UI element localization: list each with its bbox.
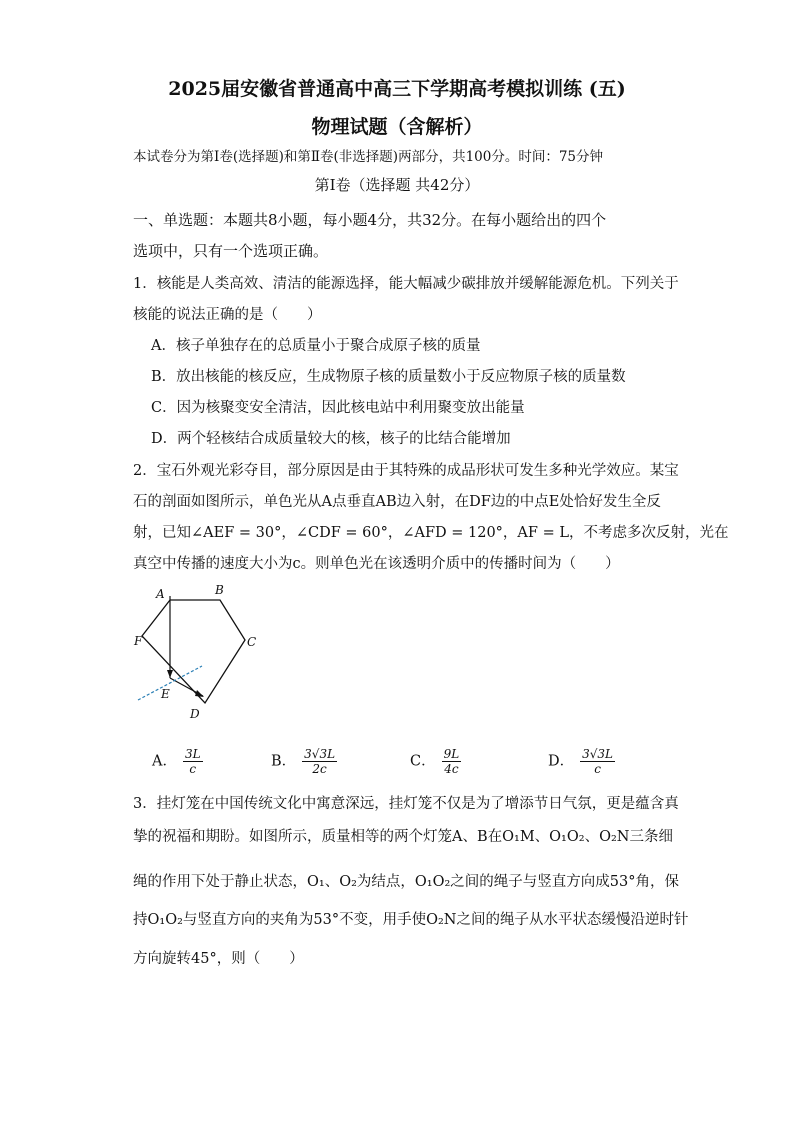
q2-option-c: C． $\frac{9L}{4c}$ (410, 747, 460, 776)
exam-title: 2025届安徽省普通高中高三下学期高考模拟训练 (五) (168, 78, 626, 100)
label-b: B (215, 583, 224, 597)
label-c: C (247, 635, 257, 649)
q3-stem-line5: 方向旋转45°，则（ ） (133, 951, 304, 967)
q2-stem-line4: 真空中传播的速度大小为c。则单色光在该透明介质中的传播时间为（ ） (133, 556, 620, 572)
q1-option-b: B．放出核能的核反应，生成物原子核的质量数小于反应物原子核的质量数 (151, 369, 626, 385)
label-f: F (134, 634, 143, 648)
q3-stem-line2: 挚的祝福和期盼。如图所示，质量相等的两个灯笼A、B在O₁M、O₁O₂、O₂N三条细 (133, 829, 673, 845)
q2-option-a: A． $\frac{3L}{c}$ (152, 747, 201, 776)
label-e: E (161, 687, 170, 701)
q1-option-d: D．两个轻核结合成质量较大的核，核子的比结合能增加 (151, 431, 511, 447)
part1-line2: 选项中，只有一个选项正确。 (133, 242, 329, 260)
q2-stem-line2: 石的剖面如图所示，单色光从A点垂直AB边入射，在DF边的中点E处恰好发生全反 (133, 494, 661, 510)
q3-stem-line4: 持O₁O₂与竖直方向的夹角为53°不变，用手使O₂N之间的绳子从水平状态缓慢沿逆时针 (133, 912, 689, 928)
label-d: D (190, 707, 200, 721)
q1-stem-line2: 核能的说法正确的是（ ） (133, 307, 322, 323)
exam-subtitle: 物理试题（含解析） (311, 116, 483, 138)
exam-intro: 本试卷分为第Ⅰ卷(选择题)和第Ⅱ卷(非选择题)两部分，共100分。时间：75分钟 (133, 149, 604, 165)
q1-stem-line1: 1．核能是人类高效、清洁的能源选择，能大幅减少碳排放并缓解能源危机。下列关于 (133, 276, 679, 292)
gem-cross-section-figure (130, 578, 290, 743)
q1-option-a: A．核子单独存在的总质量小于聚合成原子核的质量 (151, 338, 481, 354)
q2-option-d: D． $\frac{3√3L}{c}$ (548, 747, 614, 776)
q2-stem-line1: 2．宝石外观光彩夺目，部分原因是由于其特殊的成品形状可发生多种光学效应。某宝 (133, 463, 679, 479)
section-title: 第Ⅰ卷（选择题 共42分） (314, 176, 480, 194)
gem-outline (142, 600, 245, 703)
q3-stem-line3: 绳的作用下处于静止状态，O₁、O₂为结点，O₁O₂之间的绳子与竖直方向成53°角，保 (133, 874, 679, 890)
q2-option-b: B． $\frac{3√3L}{2c}$ (271, 747, 336, 776)
q3-stem-line1: 3．挂灯笼在中国传统文化中寓意深远，挂灯笼不仅是为了增添节日气氛，更是蕴含真 (133, 796, 679, 812)
q1-option-c: C．因为核聚变安全清洁，因此核电站中利用聚变放出能量 (151, 400, 525, 416)
ray-arrow-reflected (195, 690, 204, 697)
part1-line1: 一、单选题：本题共8小题，每小题4分，共32分。在每小题给出的四个 (133, 211, 607, 229)
label-a: A (156, 587, 165, 601)
q2-stem-line3: 射，已知∠AEF = 30°，∠CDF = 60°，∠AFD = 120°，AF = L，不考虑多次反射，光在 (133, 525, 729, 541)
ray-arrow-down (167, 670, 173, 678)
